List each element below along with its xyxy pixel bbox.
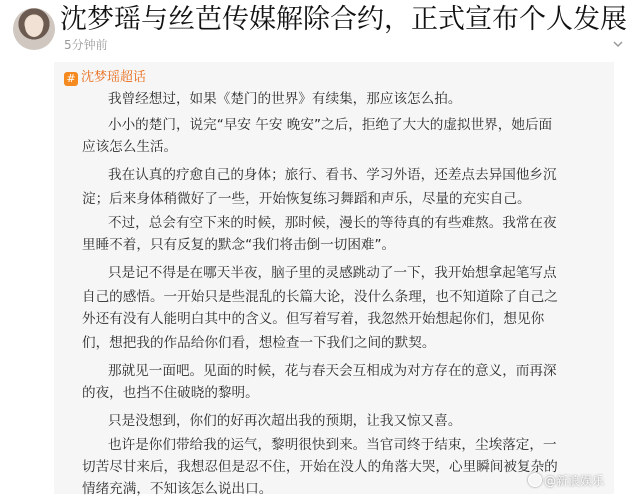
text-line: 们，想把我的作品给你们看，想检查一下我们之间的默契。 <box>82 335 436 351</box>
headline: 沈梦瑶与丝芭传媒解除合约，正式宣布个人发展 <box>60 4 627 35</box>
text-line: 也许是你们带给我的运气，黎明很快到来。当官司终于结束，尘埃落定，一 <box>108 437 557 453</box>
text-line: 的夜，也挡不住破晓的黎明。 <box>82 385 259 401</box>
post-content-card <box>54 62 614 497</box>
weibo-logo-icon <box>528 473 542 487</box>
text-line: 自己的感悟。一开始只是些混乱的长篇大论，没什么条理，也不知道除了自己之 <box>82 289 558 305</box>
text-line: 淀；后来身体稍微好了一些，开始恢复练习舞蹈和声乐，尽量的充实自己。 <box>82 191 531 207</box>
avatar[interactable] <box>13 8 55 50</box>
text-line: 情绪充满，不知该怎么说出口。 <box>82 481 273 497</box>
text-line: 外还有没有人能明白其中的含义。但写着写着，我忽然开始想起你们，想见你 <box>82 311 545 327</box>
text-line: 应该怎么生活。 <box>82 139 178 155</box>
post-time: 5分钟前 <box>64 38 108 52</box>
text-line: 我在认真的疗愈自己的身体；旅行、看书、学习外语，还差点去异国他乡沉 <box>108 167 557 183</box>
text-line: 只是没想到，你们的好再次超出我的预期，让我又惊又喜。 <box>108 413 462 429</box>
topic-tag[interactable] <box>64 66 146 86</box>
topic-tag-label: 沈梦瑶超话 <box>81 70 147 85</box>
hashtag-icon: # <box>64 72 78 86</box>
text-line: 不过，总会有空下来的时候，那时候，漫长的等待真的有些难熬。我常在夜 <box>108 215 557 231</box>
text-line: 只是记不得是在哪天半夜，脑子里的灵感跳动了一下，我开始想拿起笔写点 <box>108 265 557 281</box>
watermark <box>528 472 604 489</box>
text-line: 那就见一面吧。见面的时候，花与春天会互相成为对方存在的意义，而再深 <box>108 363 557 379</box>
text-line: 里睡不着，只有反复的默念“我们将击倒一切困难”。 <box>82 237 396 253</box>
post-header <box>0 0 637 62</box>
text-line: 小小的楚门，说完“早安 午安 晚安”之后，拒绝了大大的虚拟世界，她后面 <box>108 117 553 133</box>
text-line: 我曾经想过，如果《楚门的世界》有续集，那应该怎么拍。 <box>108 91 462 107</box>
watermark-text: @新浪娱乐 <box>544 474 605 488</box>
text-line: 切苦尽甘来后，我想忍但是忍不住，开始在没人的角落大哭，心里瞬间被复杂的 <box>82 459 558 475</box>
chevron-down-icon[interactable] <box>612 38 624 50</box>
avatar-face <box>25 15 43 37</box>
